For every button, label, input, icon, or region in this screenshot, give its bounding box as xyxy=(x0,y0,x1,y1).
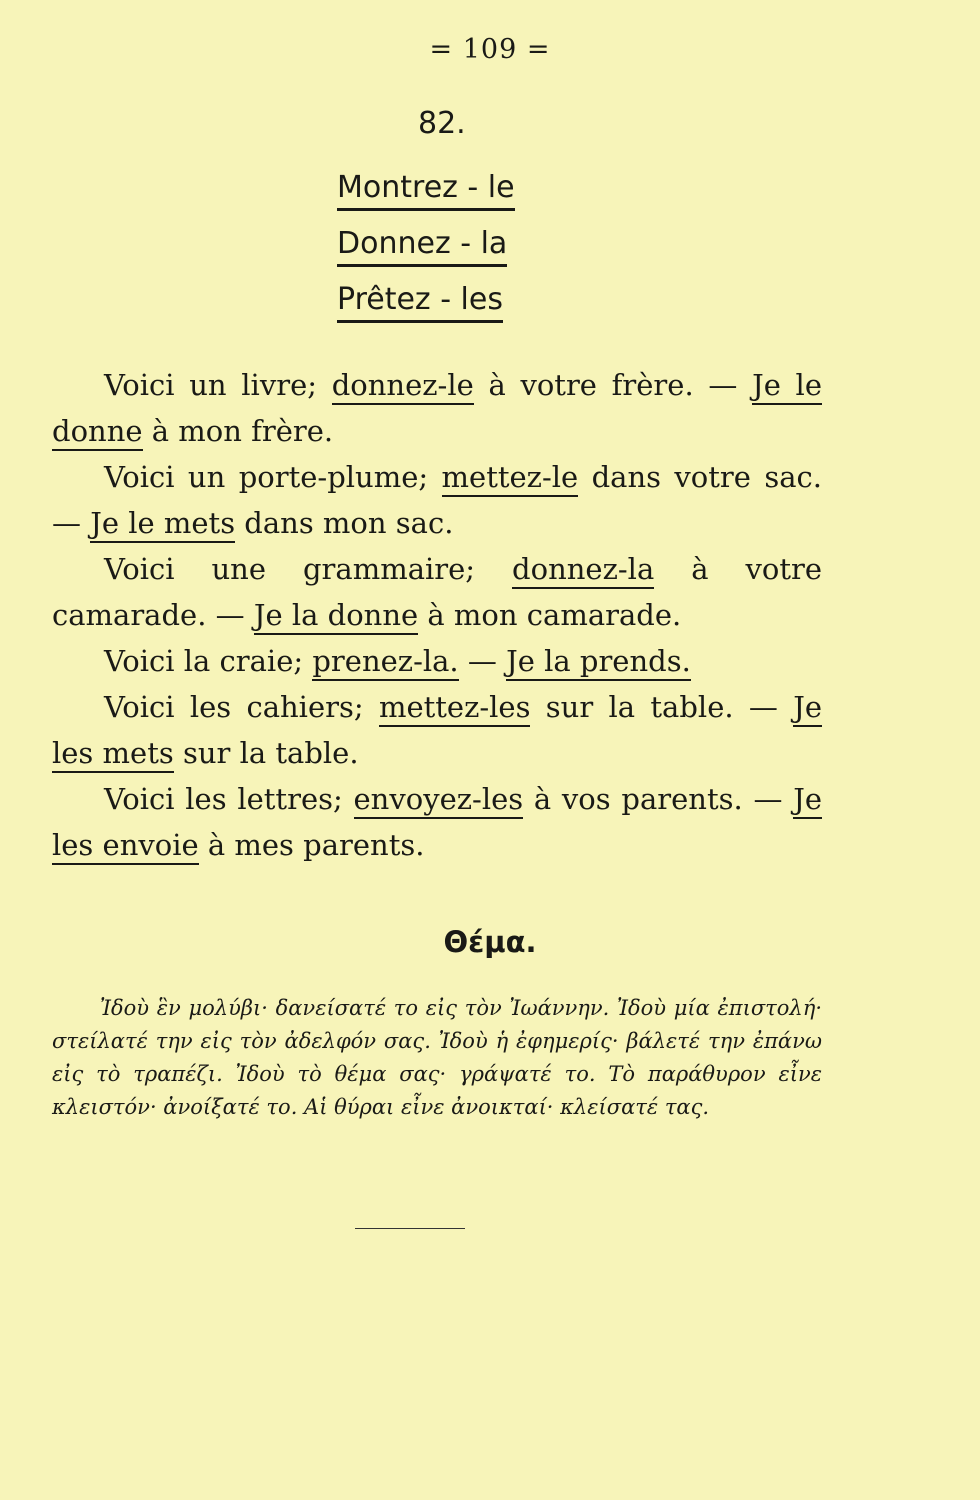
text-run: à mon frère. xyxy=(142,414,334,448)
underlined-phrase: Je la prends. xyxy=(506,644,691,681)
text-run: Voici les lettres; xyxy=(104,782,354,816)
underlined-phrase: Je le mets xyxy=(90,506,235,543)
end-divider xyxy=(355,1228,465,1229)
underlined-phrase: mettez-le xyxy=(442,460,579,497)
heading-donnez: Donnez - la xyxy=(337,226,507,267)
underlined-phrase: donnez-la xyxy=(512,552,654,589)
underlined-phrase: Je la donne xyxy=(254,598,418,635)
heading-list xyxy=(337,170,515,338)
text-run: sur la table. xyxy=(173,736,359,770)
text-run: à votre frère. — xyxy=(473,368,753,402)
text-run: Voici un porte-plume; xyxy=(104,460,442,494)
text-run: Voici la craie; xyxy=(104,644,313,678)
exercise-paragraph xyxy=(52,454,822,546)
underlined-phrase: envoyez-les xyxy=(354,782,524,819)
exercise-text xyxy=(52,362,822,868)
text-run: à mon camarade. xyxy=(418,598,682,632)
heading-montrez: Montrez - le xyxy=(337,170,515,211)
text-run: Voici un livre; xyxy=(104,368,332,402)
lesson-number: 82. xyxy=(418,106,466,141)
text-run: à votre camarade. — xyxy=(52,552,822,632)
underlined-phrase: Je le donne xyxy=(52,368,822,451)
exercise-paragraph xyxy=(52,638,822,684)
text-run: dans mon sac. xyxy=(235,506,454,540)
text-run: à mes parents. xyxy=(198,828,425,862)
exercise-paragraph xyxy=(52,684,822,776)
text-run: — xyxy=(458,644,507,678)
text-run: Voici une grammaire; xyxy=(104,552,513,586)
exercise-paragraph xyxy=(52,362,822,454)
underlined-phrase: Je les envoie xyxy=(52,782,822,865)
text-run: à vos parents. — xyxy=(523,782,794,816)
underlined-phrase: donnez-le xyxy=(332,368,474,405)
underlined-phrase: mettez-les xyxy=(379,690,531,727)
heading-pretez: Prêtez - les xyxy=(337,282,503,323)
exercise-paragraph xyxy=(52,776,822,868)
text-run: Voici les cahiers; xyxy=(104,690,379,724)
exercise-paragraph xyxy=(52,546,822,638)
underlined-phrase: prenez-la. xyxy=(312,644,458,681)
page-number: = 109 = xyxy=(429,34,551,65)
text-run: dans votre sac. — xyxy=(52,460,822,540)
text-run: sur la table. — xyxy=(530,690,794,724)
underlined-phrase: Je les mets xyxy=(52,690,822,773)
theme-text: Ἰδοὺ ἓν μολύβι· δανείσατέ το εἰς τὸν Ἰωάννην. Ἰδοὺ μία ἐπιστολή· στείλατέ την εἰς τὸν ἀδελφόν σας. Ἰδοὺ ἡ ἐφημερίς· βάλετέ την ἐπάνω εἰς τὸ τραπέζι. Ἰδοὺ τὸ θέμα σας· γράψατέ το. Τὸ παράθυρον εἶνε κλειστόν· ἀνοίξατέ το. Αἱ θύραι εἶνε ἀνοικταί· κλείσατέ τας. xyxy=(52,996,822,1119)
theme-title: Θέμα. xyxy=(443,925,537,959)
